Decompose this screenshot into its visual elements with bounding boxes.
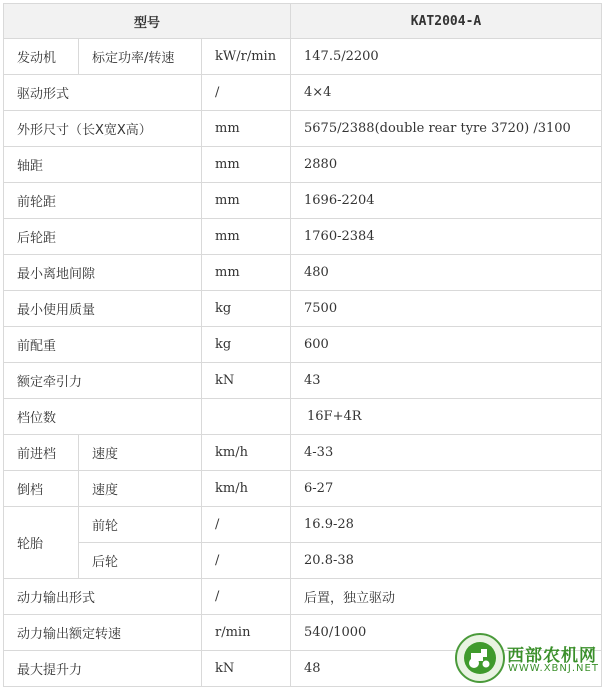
table-row [4, 471, 602, 507]
row-label: 额定牵引力 [4, 363, 202, 399]
watermark-url: WWW.XBNJ.NET [508, 663, 599, 674]
row-label: 最小离地间隙 [4, 255, 202, 291]
row-unit: mm [202, 219, 291, 255]
row-unit: km/h [202, 435, 291, 471]
table-row [4, 39, 602, 75]
row-unit: kN [202, 363, 291, 399]
row-unit: kW/r/min [202, 39, 291, 75]
tractor-logo-icon [455, 633, 505, 683]
table-row [4, 327, 602, 363]
row-unit [202, 399, 291, 435]
row-value: 1760-2384 [291, 219, 602, 255]
row-label: 前轮距 [4, 183, 202, 219]
row-value: 2880 [291, 147, 602, 183]
row-label: 前进档 [4, 435, 79, 471]
row-label: 轴距 [4, 147, 202, 183]
row-unit: mm [202, 255, 291, 291]
table-row [4, 399, 602, 435]
row-label: 外形尺寸（长X宽X高） [4, 111, 202, 147]
row-label: 最小使用质量 [4, 291, 202, 327]
header-row [4, 4, 602, 39]
row-unit: / [202, 543, 291, 579]
table-row [4, 183, 602, 219]
row-sublabel: 前轮 [79, 507, 202, 543]
header-model: KAT2004-A [291, 4, 602, 39]
row-value: 4×4 [291, 75, 602, 111]
row-label: 动力输出额定转速 [4, 615, 202, 651]
row-unit: / [202, 507, 291, 543]
table-row [4, 255, 602, 291]
row-unit: r/min [202, 615, 291, 651]
row-label: 后轮距 [4, 219, 202, 255]
row-value: 48 [291, 651, 602, 687]
row-value: 6-27 [291, 471, 602, 507]
header-param: 型号 [4, 4, 291, 39]
row-unit: mm [202, 147, 291, 183]
table-row [4, 147, 602, 183]
row-value: 4-33 [291, 435, 602, 471]
row-label: 动力输出形式 [4, 579, 202, 615]
row-value: 600 [291, 327, 602, 363]
row-unit: kN [202, 651, 291, 687]
table-row [4, 291, 602, 327]
row-value: 540/1000 [291, 615, 602, 651]
row-value: 20.8-38 [291, 543, 602, 579]
row-unit: / [202, 579, 291, 615]
row-value: 147.5/2200 [291, 39, 602, 75]
row-value: 1696-2204 [291, 183, 602, 219]
watermark [455, 633, 601, 683]
row-value: 480 [291, 255, 602, 291]
row-label: 最大提升力 [4, 651, 202, 687]
row-sublabel: 后轮 [79, 543, 202, 579]
row-unit: km/h [202, 471, 291, 507]
table-row [4, 363, 602, 399]
row-unit: mm [202, 183, 291, 219]
row-unit: mm [202, 111, 291, 147]
table-row [4, 219, 602, 255]
table-row [4, 75, 602, 111]
row-sublabel: 速度 [79, 435, 202, 471]
table-row [4, 435, 602, 471]
row-value: 16.9-28 [291, 507, 602, 543]
row-unit: / [202, 75, 291, 111]
spec-table [3, 3, 602, 687]
row-value: 43 [291, 363, 602, 399]
row-unit: kg [202, 291, 291, 327]
watermark-name: 西部农机网 [507, 646, 597, 666]
row-label: 倒档 [4, 471, 79, 507]
row-value: 16F+4R [291, 399, 602, 435]
table-row [4, 543, 602, 579]
row-label: 档位数 [4, 399, 202, 435]
table-row [4, 507, 602, 543]
row-unit: kg [202, 327, 291, 363]
row-value: 后置，独立驱动 [291, 579, 602, 615]
row-label: 轮胎 [4, 507, 79, 579]
table-row [4, 579, 602, 615]
row-sublabel: 标定功率/转速 [79, 39, 202, 75]
row-value: 5675/2388(double rear tyre 3720) /3100 [291, 111, 602, 147]
row-label: 驱动形式 [4, 75, 202, 111]
row-sublabel: 速度 [79, 471, 202, 507]
table-row [4, 111, 602, 147]
row-value: 7500 [291, 291, 602, 327]
row-label: 前配重 [4, 327, 202, 363]
row-label: 发动机 [4, 39, 79, 75]
